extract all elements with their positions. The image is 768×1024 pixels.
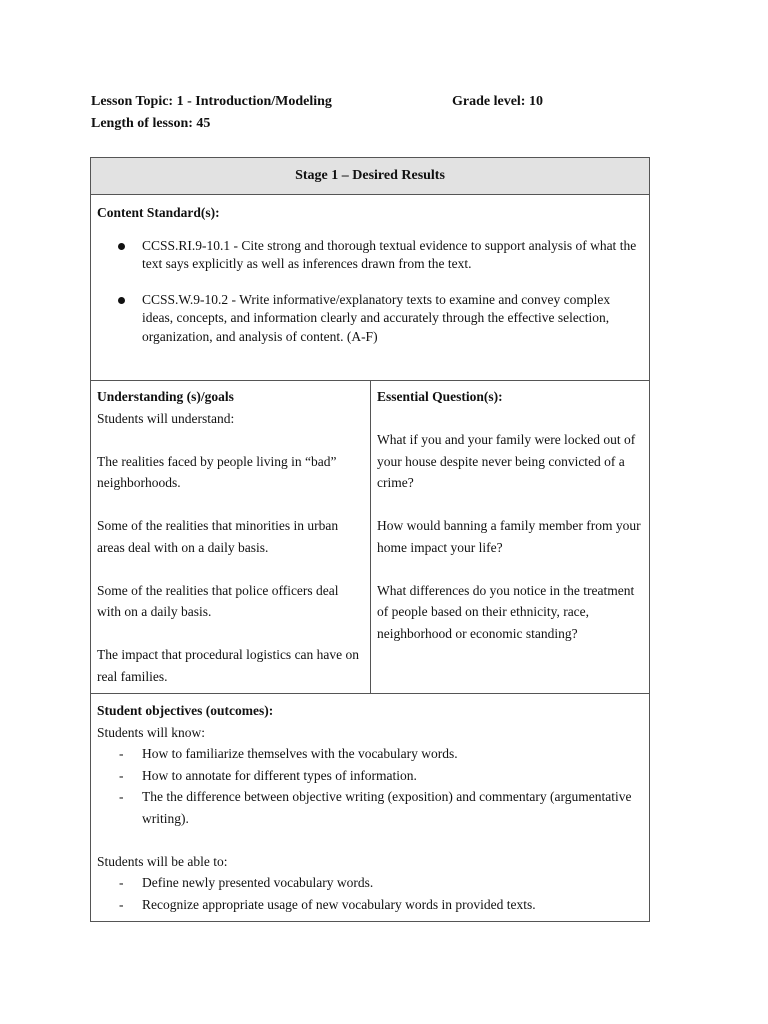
know-intro: Students will know: bbox=[97, 724, 206, 740]
lesson-plan-table bbox=[90, 157, 650, 922]
know-item-text: How to annotate for different types of information. bbox=[142, 767, 417, 783]
essential-question-item: How would banning a family member from your home impact your life? bbox=[377, 518, 641, 555]
spacer bbox=[97, 829, 643, 851]
dash-marker: - bbox=[119, 896, 124, 912]
dash-marker: - bbox=[119, 767, 124, 783]
list-item bbox=[97, 765, 643, 787]
stage-title: Stage 1 – Desired Results bbox=[91, 158, 649, 195]
standard-item bbox=[97, 237, 643, 274]
know-item-text: How to familiarize themselves with the vocabulary words. bbox=[142, 746, 458, 761]
able-item-text: Define newly presented vocabulary words. bbox=[142, 875, 374, 890]
able-list bbox=[97, 872, 643, 915]
objectives-heading: Student objectives (outcomes): bbox=[97, 703, 274, 718]
lesson-topic: Lesson Topic: 1 - Introduction/Modeling bbox=[91, 94, 332, 109]
understandings-heading: Understanding (s)/goals bbox=[97, 389, 234, 404]
standard-item bbox=[97, 291, 643, 347]
able-intro: Students will be able to: bbox=[97, 853, 228, 869]
standard-text: CCSS.W.9-10.2 - Write informative/explanatory texts to examine and convey complex ideas, concepts, and information clearly and accurately through the effective selection, organization, and analysis of content. (A-F) bbox=[142, 291, 611, 344]
dash-marker: - bbox=[119, 875, 124, 890]
essential-questions-section bbox=[371, 381, 649, 693]
understanding-item: The impact that procedural logistics can have on real families. bbox=[97, 647, 360, 684]
content-standards-heading: Content Standard(s): bbox=[97, 205, 220, 220]
bullet-icon bbox=[118, 243, 125, 250]
lesson-length: Length of lesson: 45 bbox=[91, 116, 211, 131]
understanding-item: The realities faced by people living in “bad” neighborhoods. bbox=[97, 453, 337, 490]
objectives-section bbox=[91, 694, 649, 921]
essential-questions-heading: Essential Question(s): bbox=[377, 389, 503, 404]
essential-question-item: What if you and your family were locked out of your house despite never being convicted of a crime? bbox=[377, 432, 636, 490]
list-item bbox=[97, 743, 643, 765]
able-item-text: Recognize appropriate usage of new vocabulary words in provided texts. bbox=[142, 896, 536, 912]
understandings-intro: Students will understand: bbox=[97, 410, 235, 426]
list-item bbox=[97, 894, 643, 916]
bullet-icon bbox=[118, 297, 125, 304]
understanding-item: Some of the realities that police officers deal with on a daily basis. bbox=[97, 582, 339, 619]
know-list bbox=[97, 743, 643, 829]
standard-text: CCSS.RI.9-10.1 - Cite strong and thorough textual evidence to support analysis of what the text says explicitly as well as inferences drawn from the text. bbox=[142, 237, 637, 271]
dash-marker: - bbox=[119, 746, 124, 761]
list-item bbox=[97, 786, 643, 829]
content-standards-list bbox=[97, 237, 643, 347]
understanding-question-row bbox=[91, 381, 649, 694]
dash-marker: - bbox=[119, 789, 124, 804]
know-item-text: The the difference between objective writing (exposition) and commentary (argumentative writing). bbox=[142, 789, 632, 826]
list-item bbox=[97, 872, 643, 894]
understandings-section bbox=[91, 381, 371, 693]
grade-level: Grade level: 10 bbox=[452, 94, 543, 109]
content-standards-section bbox=[91, 195, 649, 381]
understanding-item: Some of the realities that minorities in urban areas deal with on a daily basis. bbox=[97, 518, 339, 555]
essential-question-item: What differences do you notice in the treatment of people based on their ethnicity, race, neighborhood or economic standing? bbox=[377, 582, 635, 641]
